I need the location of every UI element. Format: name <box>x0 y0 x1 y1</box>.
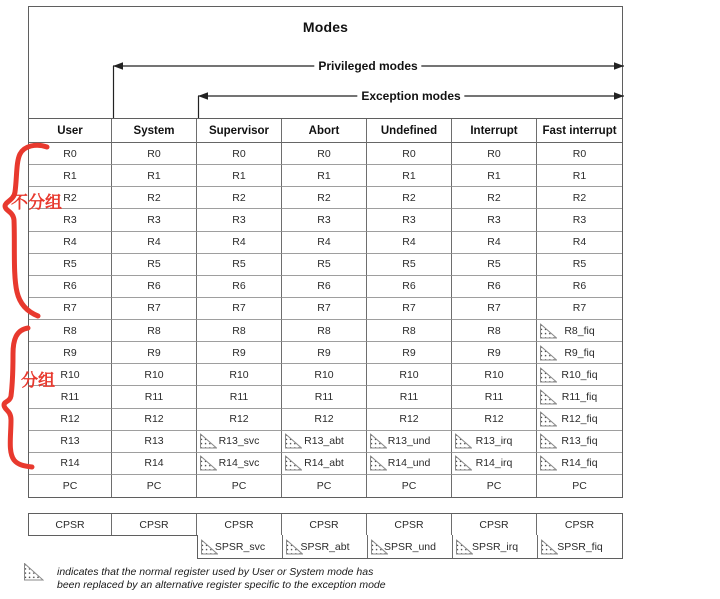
arrow-head-right-icon <box>614 62 624 70</box>
cpsr-cell: CPSR <box>112 514 197 535</box>
register-cell: R5 <box>367 254 452 276</box>
register-cell: R2 <box>452 187 537 209</box>
register-label: R14_svc <box>218 457 260 470</box>
register-label: R12_fiq <box>561 413 598 426</box>
register-label: R14_fiq <box>561 457 598 470</box>
cpsr-cell: CPSR <box>367 514 452 535</box>
register-cell: R0 <box>112 143 197 165</box>
legend <box>24 563 386 591</box>
banked-triangle-icon <box>370 434 387 449</box>
banked-triangle-icon <box>200 456 217 471</box>
exception-modes-label: Exception modes <box>357 89 464 103</box>
register-cell <box>197 431 282 453</box>
register-cell: R12 <box>282 409 367 431</box>
banked-triangle-icon <box>456 539 473 554</box>
register-cell: R0 <box>29 143 112 165</box>
register-cell: R0 <box>452 143 537 165</box>
register-cell: R10 <box>112 364 197 386</box>
register-cell: PC <box>29 475 112 497</box>
cpsr-cell: CPSR <box>537 514 622 535</box>
diagram-title: Modes <box>302 19 349 35</box>
register-cell: R8 <box>29 320 112 342</box>
register-cell: R7 <box>197 298 282 320</box>
register-cell: R4 <box>367 232 452 254</box>
register-label: SPSR_abt <box>300 540 350 553</box>
register-cell: PC <box>537 475 622 497</box>
register-cell: R2 <box>29 187 112 209</box>
register-cell <box>537 409 622 431</box>
register-cell: R3 <box>112 209 197 231</box>
column-header: System <box>112 119 197 143</box>
register-cell: R12 <box>367 409 452 431</box>
arrow-head-right-icon <box>614 92 624 100</box>
register-cell: R5 <box>452 254 537 276</box>
register-cell: R12 <box>29 409 112 431</box>
register-cell <box>367 453 452 475</box>
banked-triangle-icon <box>540 345 557 360</box>
register-cell <box>367 431 452 453</box>
register-cell: R5 <box>537 254 622 276</box>
register-cell: R8 <box>282 320 367 342</box>
register-label: SPSR_svc <box>214 540 266 553</box>
register-cell: R6 <box>537 276 622 298</box>
register-cell <box>282 431 367 453</box>
register-cell: R0 <box>197 143 282 165</box>
banked-triangle-icon <box>200 434 217 449</box>
register-cell: PC <box>197 475 282 497</box>
register-cell: R3 <box>537 209 622 231</box>
cpsr-cell: CPSR <box>29 514 112 535</box>
register-label: SPSR_fiq <box>557 540 603 553</box>
spsr-cell <box>198 535 283 558</box>
register-cell: R1 <box>452 165 537 187</box>
register-cell: R13 <box>112 431 197 453</box>
register-cell: R4 <box>29 232 112 254</box>
register-cell <box>197 453 282 475</box>
register-table <box>29 118 622 497</box>
register-cell: PC <box>282 475 367 497</box>
column-header: Undefined <box>367 119 452 143</box>
register-cell: R9 <box>367 342 452 364</box>
banked-triangle-icon <box>455 456 472 471</box>
register-cell: R9 <box>452 342 537 364</box>
register-cell: PC <box>452 475 537 497</box>
register-cell <box>537 320 622 342</box>
cpsr-cell: CPSR <box>197 514 282 535</box>
register-cell: R7 <box>282 298 367 320</box>
register-cell <box>452 431 537 453</box>
banked-triangle-icon <box>285 434 302 449</box>
register-cell <box>537 342 622 364</box>
register-cell: R1 <box>29 165 112 187</box>
modes-diagram-box <box>28 6 623 498</box>
register-cell: R3 <box>367 209 452 231</box>
register-label: R10_fiq <box>561 368 598 381</box>
banked-triangle-icon <box>455 434 472 449</box>
register-label: R13_fiq <box>561 435 598 448</box>
register-cell <box>537 431 622 453</box>
legend-line-2: been replaced by an alternative register specific to the exception mode <box>57 578 386 591</box>
arrow-head-left-icon <box>113 62 123 70</box>
banked-triangle-icon <box>540 456 557 471</box>
register-cell: R5 <box>282 254 367 276</box>
register-cell: R9 <box>29 342 112 364</box>
register-cell: R13 <box>29 431 112 453</box>
register-cell <box>537 453 622 475</box>
register-cell: R14 <box>29 453 112 475</box>
register-cell: R3 <box>197 209 282 231</box>
banked-triangle-icon <box>540 323 557 338</box>
register-label: SPSR_und <box>384 540 436 553</box>
register-cell: R11 <box>197 386 282 408</box>
register-cell: R7 <box>367 298 452 320</box>
register-cell: R11 <box>367 386 452 408</box>
register-cell: R8 <box>112 320 197 342</box>
register-cell: R4 <box>282 232 367 254</box>
legend-line-1: indicates that the normal register used by User or System mode has <box>57 566 374 578</box>
register-cell: R6 <box>282 276 367 298</box>
register-cell: R8 <box>197 320 282 342</box>
register-label: R14_irq <box>475 457 513 470</box>
register-cell: R1 <box>367 165 452 187</box>
register-cell: R2 <box>537 187 622 209</box>
register-cell: R2 <box>197 187 282 209</box>
banked-annotation-label: 分组 <box>21 371 55 391</box>
register-cell: R11 <box>29 386 112 408</box>
register-cell: R5 <box>29 254 112 276</box>
register-label: R13_abt <box>304 435 344 448</box>
register-cell: R12 <box>452 409 537 431</box>
register-cell: R4 <box>537 232 622 254</box>
register-cell: R11 <box>452 386 537 408</box>
unbanked-brace-stroke <box>5 145 47 316</box>
register-cell: R1 <box>282 165 367 187</box>
cpsr-row <box>28 513 623 536</box>
arrow-head-left-icon <box>198 92 208 100</box>
banked-triangle-icon <box>24 563 44 581</box>
register-cell: R4 <box>452 232 537 254</box>
register-cell: R7 <box>112 298 197 320</box>
register-cell: R5 <box>112 254 197 276</box>
register-cell: R12 <box>197 409 282 431</box>
register-cell: R8 <box>452 320 537 342</box>
register-label: R13_svc <box>218 435 260 448</box>
register-cell: R10 <box>29 364 112 386</box>
column-header: Supervisor <box>197 119 282 143</box>
register-cell: R1 <box>537 165 622 187</box>
register-cell <box>282 453 367 475</box>
register-cell <box>537 364 622 386</box>
register-cell: R0 <box>537 143 622 165</box>
spsr-cell <box>453 535 538 558</box>
register-cell: R4 <box>112 232 197 254</box>
register-cell: R4 <box>197 232 282 254</box>
register-label: R9_fiq <box>564 346 595 359</box>
banked-triangle-icon <box>201 539 218 554</box>
register-cell: R12 <box>112 409 197 431</box>
register-cell: R14 <box>112 453 197 475</box>
register-cell: R7 <box>537 298 622 320</box>
register-cell: R3 <box>452 209 537 231</box>
register-label: SPSR_irq <box>471 540 519 553</box>
banked-triangle-icon <box>540 434 557 449</box>
register-cell: R6 <box>112 276 197 298</box>
register-cell: PC <box>112 475 197 497</box>
unbanked-annotation-label: 不分组 <box>11 193 62 213</box>
register-cell: PC <box>367 475 452 497</box>
register-cell: R9 <box>282 342 367 364</box>
banked-triangle-icon <box>285 456 302 471</box>
legend-text <box>57 563 386 591</box>
register-label: R11_fiq <box>561 390 598 403</box>
register-cell: R6 <box>29 276 112 298</box>
register-cell: R10 <box>197 364 282 386</box>
register-label: R14_abt <box>304 457 344 470</box>
register-cell: R11 <box>282 386 367 408</box>
banked-triangle-icon <box>541 539 558 554</box>
spsr-cell <box>538 535 622 558</box>
register-cell: R11 <box>112 386 197 408</box>
register-cell: R2 <box>282 187 367 209</box>
banked-triangle-icon <box>540 389 557 404</box>
register-cell: R6 <box>452 276 537 298</box>
register-cell: R1 <box>112 165 197 187</box>
banked-triangle-icon <box>371 539 388 554</box>
register-label: R13_und <box>387 435 431 448</box>
banked-triangle-icon <box>370 456 387 471</box>
banked-brace-stroke <box>4 328 32 467</box>
register-cell: R8 <box>367 320 452 342</box>
register-label: R8_fiq <box>564 324 595 337</box>
cpsr-cell: CPSR <box>452 514 537 535</box>
column-header: User <box>29 119 112 143</box>
register-cell: R9 <box>112 342 197 364</box>
register-cell: R10 <box>452 364 537 386</box>
register-cell: R6 <box>367 276 452 298</box>
column-header: Interrupt <box>452 119 537 143</box>
spsr-cell <box>283 535 368 558</box>
register-cell: R3 <box>282 209 367 231</box>
spsr-cell <box>368 535 453 558</box>
register-cell: R7 <box>452 298 537 320</box>
register-cell: R9 <box>197 342 282 364</box>
column-header: Abort <box>282 119 367 143</box>
register-cell: R10 <box>282 364 367 386</box>
register-cell: R0 <box>282 143 367 165</box>
register-label: R13_irq <box>475 435 513 448</box>
privileged-modes-label: Privileged modes <box>314 59 421 73</box>
register-cell: R0 <box>367 143 452 165</box>
banked-triangle-icon <box>540 412 557 427</box>
register-cell: R7 <box>29 298 112 320</box>
register-label: R14_und <box>387 457 431 470</box>
register-cell: R5 <box>197 254 282 276</box>
banked-triangle-icon <box>286 539 303 554</box>
register-cell: R2 <box>367 187 452 209</box>
spsr-row <box>197 535 623 559</box>
register-cell: R1 <box>197 165 282 187</box>
register-cell: R10 <box>367 364 452 386</box>
cpsr-cell: CPSR <box>282 514 367 535</box>
register-cell: R2 <box>112 187 197 209</box>
register-cell <box>537 386 622 408</box>
banked-triangle-icon <box>540 367 557 382</box>
column-header: Fast interrupt <box>537 119 622 143</box>
register-cell <box>452 453 537 475</box>
register-cell: R3 <box>29 209 112 231</box>
psr-table <box>28 513 623 559</box>
register-cell: R6 <box>197 276 282 298</box>
